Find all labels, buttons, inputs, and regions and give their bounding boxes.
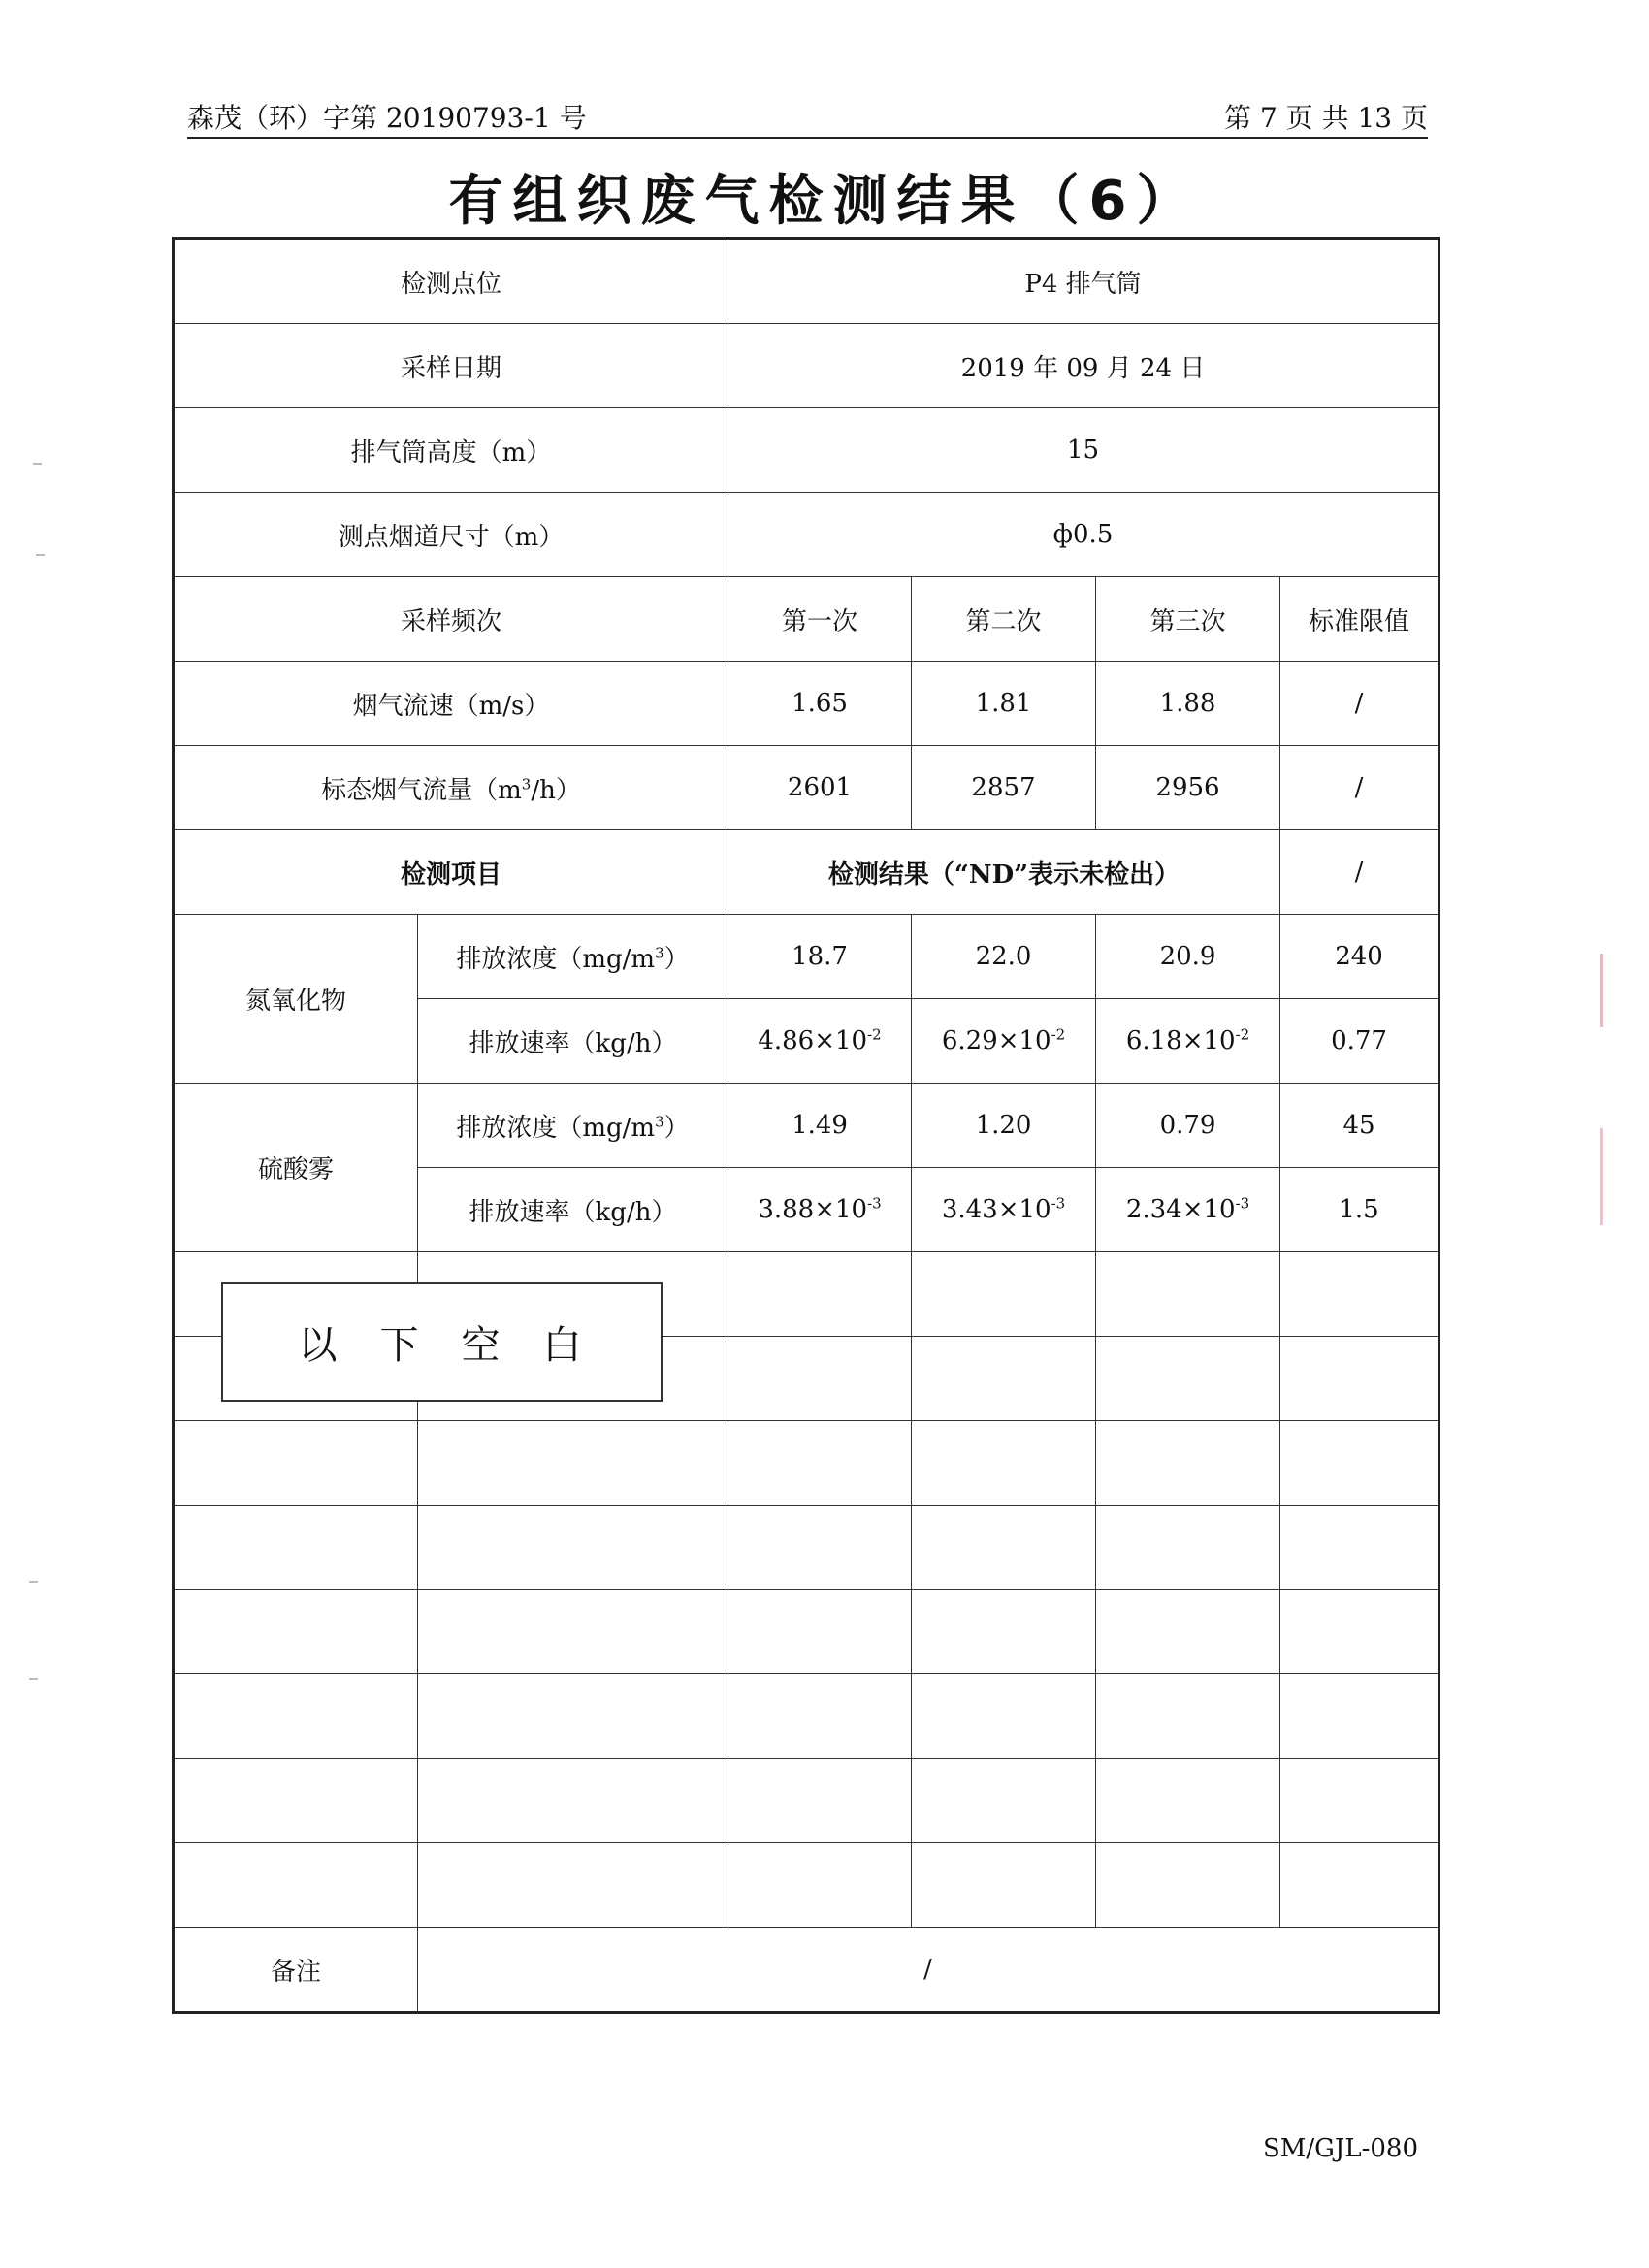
table-cell: 2956 [1096, 746, 1280, 830]
table-cell: 240 [1280, 915, 1439, 999]
scan-mark [33, 463, 42, 465]
table-cell: 1.49 [728, 1084, 912, 1168]
page-title: 有组织废气检测结果（6） [448, 170, 1201, 233]
rate-label: 排放速率（kg/h） [418, 999, 728, 1084]
table-row [174, 1084, 1439, 1168]
scan-mark [36, 554, 45, 556]
table-row [174, 746, 1439, 830]
rate-label: 排放速率（kg/h） [418, 1168, 728, 1252]
table-cell: 18.7 [728, 915, 912, 999]
frequency-col: 第一次 [728, 577, 912, 662]
table-cell: / [1280, 830, 1439, 915]
pollutant-name: 氮氧化物 [174, 915, 418, 1084]
scan-mark [29, 1678, 38, 1680]
flow-speed-label: 烟气流速（m/s） [174, 662, 728, 746]
frequency-label: 采样频次 [174, 577, 728, 662]
concentration-label: 排放浓度$(mg/m^3)$ [418, 1084, 728, 1168]
date-value: 2019 年 09 月 24 日 [728, 324, 1439, 408]
table-cell: $6.29\times 10^{-2}$ [912, 999, 1096, 1084]
concentration-label: 排放浓度$(mg/m^3)$ [418, 915, 728, 999]
frequency-col: 第三次 [1096, 577, 1280, 662]
table-cell: 1.88 [1096, 662, 1280, 746]
table-row [174, 239, 1439, 324]
table-row [174, 408, 1439, 493]
empty-row [174, 1590, 1439, 1674]
table-cell: 1.81 [912, 662, 1096, 746]
stack-height-label: 排气筒高度（m） [174, 408, 728, 493]
remarks-row [174, 1928, 1439, 2013]
form-code: SM/GJL-080 [1262, 2134, 1418, 2163]
stack-height-value: 15 [728, 408, 1439, 493]
table-cell: $2.34\times 10^{-3}$ [1096, 1168, 1280, 1252]
duct-size-label: 测点烟道尺寸（m） [174, 493, 728, 577]
table-cell: 45 [1280, 1084, 1439, 1168]
result-header: 检测结果（“ND”表示未检出） [728, 830, 1280, 915]
blank-below-stamp: 以下空白 [221, 1282, 663, 1402]
table-row [174, 493, 1439, 577]
table-row [174, 915, 1439, 999]
table-cell: 0.79 [1096, 1084, 1280, 1168]
remarks-label: 备注 [174, 1928, 418, 2013]
table-cell: / [1280, 662, 1439, 746]
results-table [172, 237, 1440, 2014]
frequency-col: 第二次 [912, 577, 1096, 662]
empty-row [174, 1421, 1439, 1506]
table-row [174, 324, 1439, 408]
pollutant-name: 硫酸雾 [174, 1084, 418, 1252]
table-cell: 22.0 [912, 915, 1096, 999]
table-cell: $6.18\times 10^{-2}$ [1096, 999, 1280, 1084]
table-row [174, 662, 1439, 746]
table-cell: 1.20 [912, 1084, 1096, 1168]
table-cell: 2601 [728, 746, 912, 830]
table-cell: 1.65 [728, 662, 912, 746]
table-cell: 1.5 [1280, 1168, 1439, 1252]
empty-row [174, 1759, 1439, 1843]
table-row [174, 577, 1439, 662]
limit-col-header: 标准限值 [1280, 577, 1439, 662]
empty-row [174, 1843, 1439, 1928]
empty-row [174, 1674, 1439, 1759]
table-cell: $3.43\times 10^{-3}$ [912, 1168, 1096, 1252]
table-cell: $4.86\times 10^{-2}$ [728, 999, 912, 1084]
table-row [174, 830, 1439, 915]
table-cell: 2857 [912, 746, 1096, 830]
header-divider [187, 137, 1428, 139]
document-number: 森茂（环）字第 20190793-1 号 [187, 102, 587, 134]
duct-size-value: ф0.5 [728, 493, 1439, 577]
table-cell: / [1280, 746, 1439, 830]
remarks-value: / [418, 1928, 1439, 2013]
table-cell: 20.9 [1096, 915, 1280, 999]
scan-mark [1600, 954, 1603, 1027]
scan-mark [29, 1581, 38, 1583]
date-label: 采样日期 [174, 324, 728, 408]
item-header: 检测项目 [174, 830, 728, 915]
table-cell: $3.88\times 10^{-3}$ [728, 1168, 912, 1252]
point-label: 检测点位 [174, 239, 728, 324]
page-info: 第 7 页 共 13 页 [1224, 102, 1428, 134]
empty-row [174, 1506, 1439, 1590]
point-value: P4 排气筒 [728, 239, 1439, 324]
table-cell: 0.77 [1280, 999, 1439, 1084]
flow-rate-label: 标态烟气流量$(m^3/h)$ [174, 746, 728, 830]
scan-mark [1600, 1128, 1603, 1225]
